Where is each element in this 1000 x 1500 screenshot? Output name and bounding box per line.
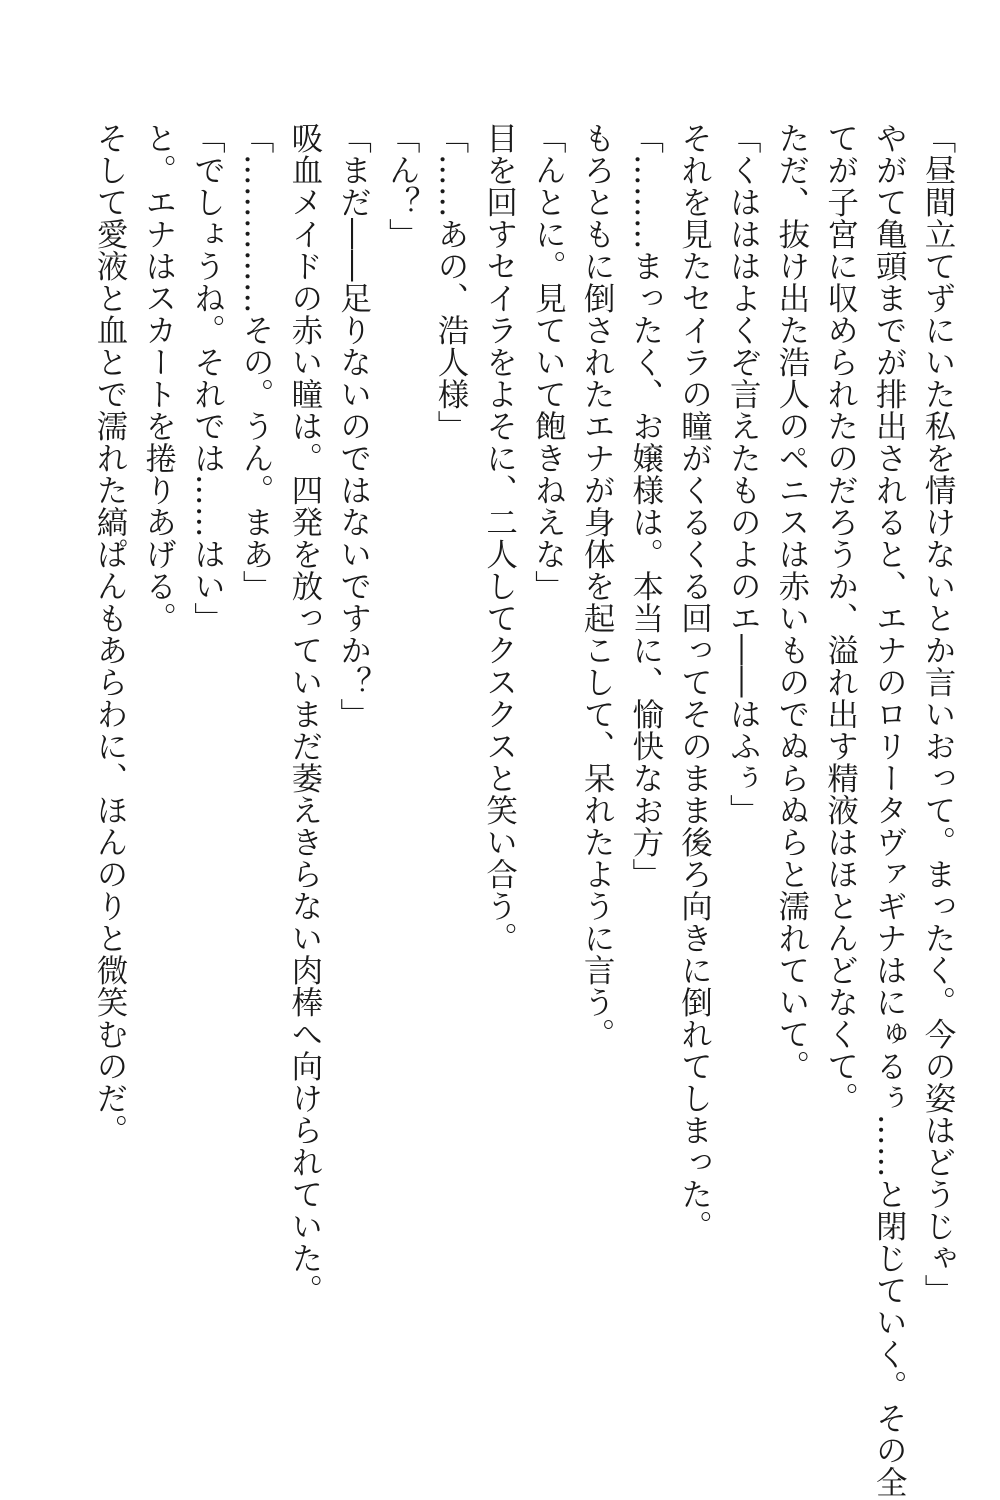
text-line: 「昼間立てずにいた私を情けないとか言いおって。まったく。今の姿はどうじゃ」 [920,122,956,1306]
text-line: 吸血メイドの赤い瞳は。四発を放っていまだ萎えきらない肉棒へ向けられていた。 [286,122,323,1306]
text-line: 「でしょうね。それでは……はい」 [189,122,226,634]
text-line: 「………まったく、お嬢様は。本当に、愉快なお方」 [627,122,664,890]
text-line: 「くはははよくぞ言えたものよのエ――はふぅ」 [725,122,762,826]
text-line: それを見たセイラの瞳がくるくる回ってそのまま後ろ向きに倒れてしまった。 [676,122,713,1242]
text-line: 「……あの、浩人様」 [432,122,469,442]
text-line: 「まだ――足りないのではないですか？」 [335,122,372,730]
text-line: ただ、抜け出た浩人のペニスは赤いものでぬらぬらと濡れていて。 [773,122,810,1082]
text-line: 「んとに。見ていて飽きねえな」 [530,122,567,602]
vertical-text-body [85,122,962,1498]
text-line: そして愛液と血とで濡れた縞ぱんもあらわに、ほんのりと微笑むのだ。 [92,122,129,1146]
text-line: てが子宮に収められたのだろうか、溢れ出す精液はほとんどなくて。 [822,122,859,1114]
text-line: 「……………その。うん。まあ」 [238,122,275,602]
text-line: もろともに倒されたエナが身体を起こして、呆れたように言う。 [579,122,616,1050]
text-line: 「ん？」 [384,122,421,250]
text-line: と。エナはスカートを捲りあげる。 [140,122,177,634]
text-line: やがて亀頭までが排出されると、エナのロリータヴァギナはにゅるぅ……と閉じていく。その全 [871,122,908,1498]
text-line: 目を回すセイラをよそに、二人してクスクスと笑い合う。 [481,122,518,954]
